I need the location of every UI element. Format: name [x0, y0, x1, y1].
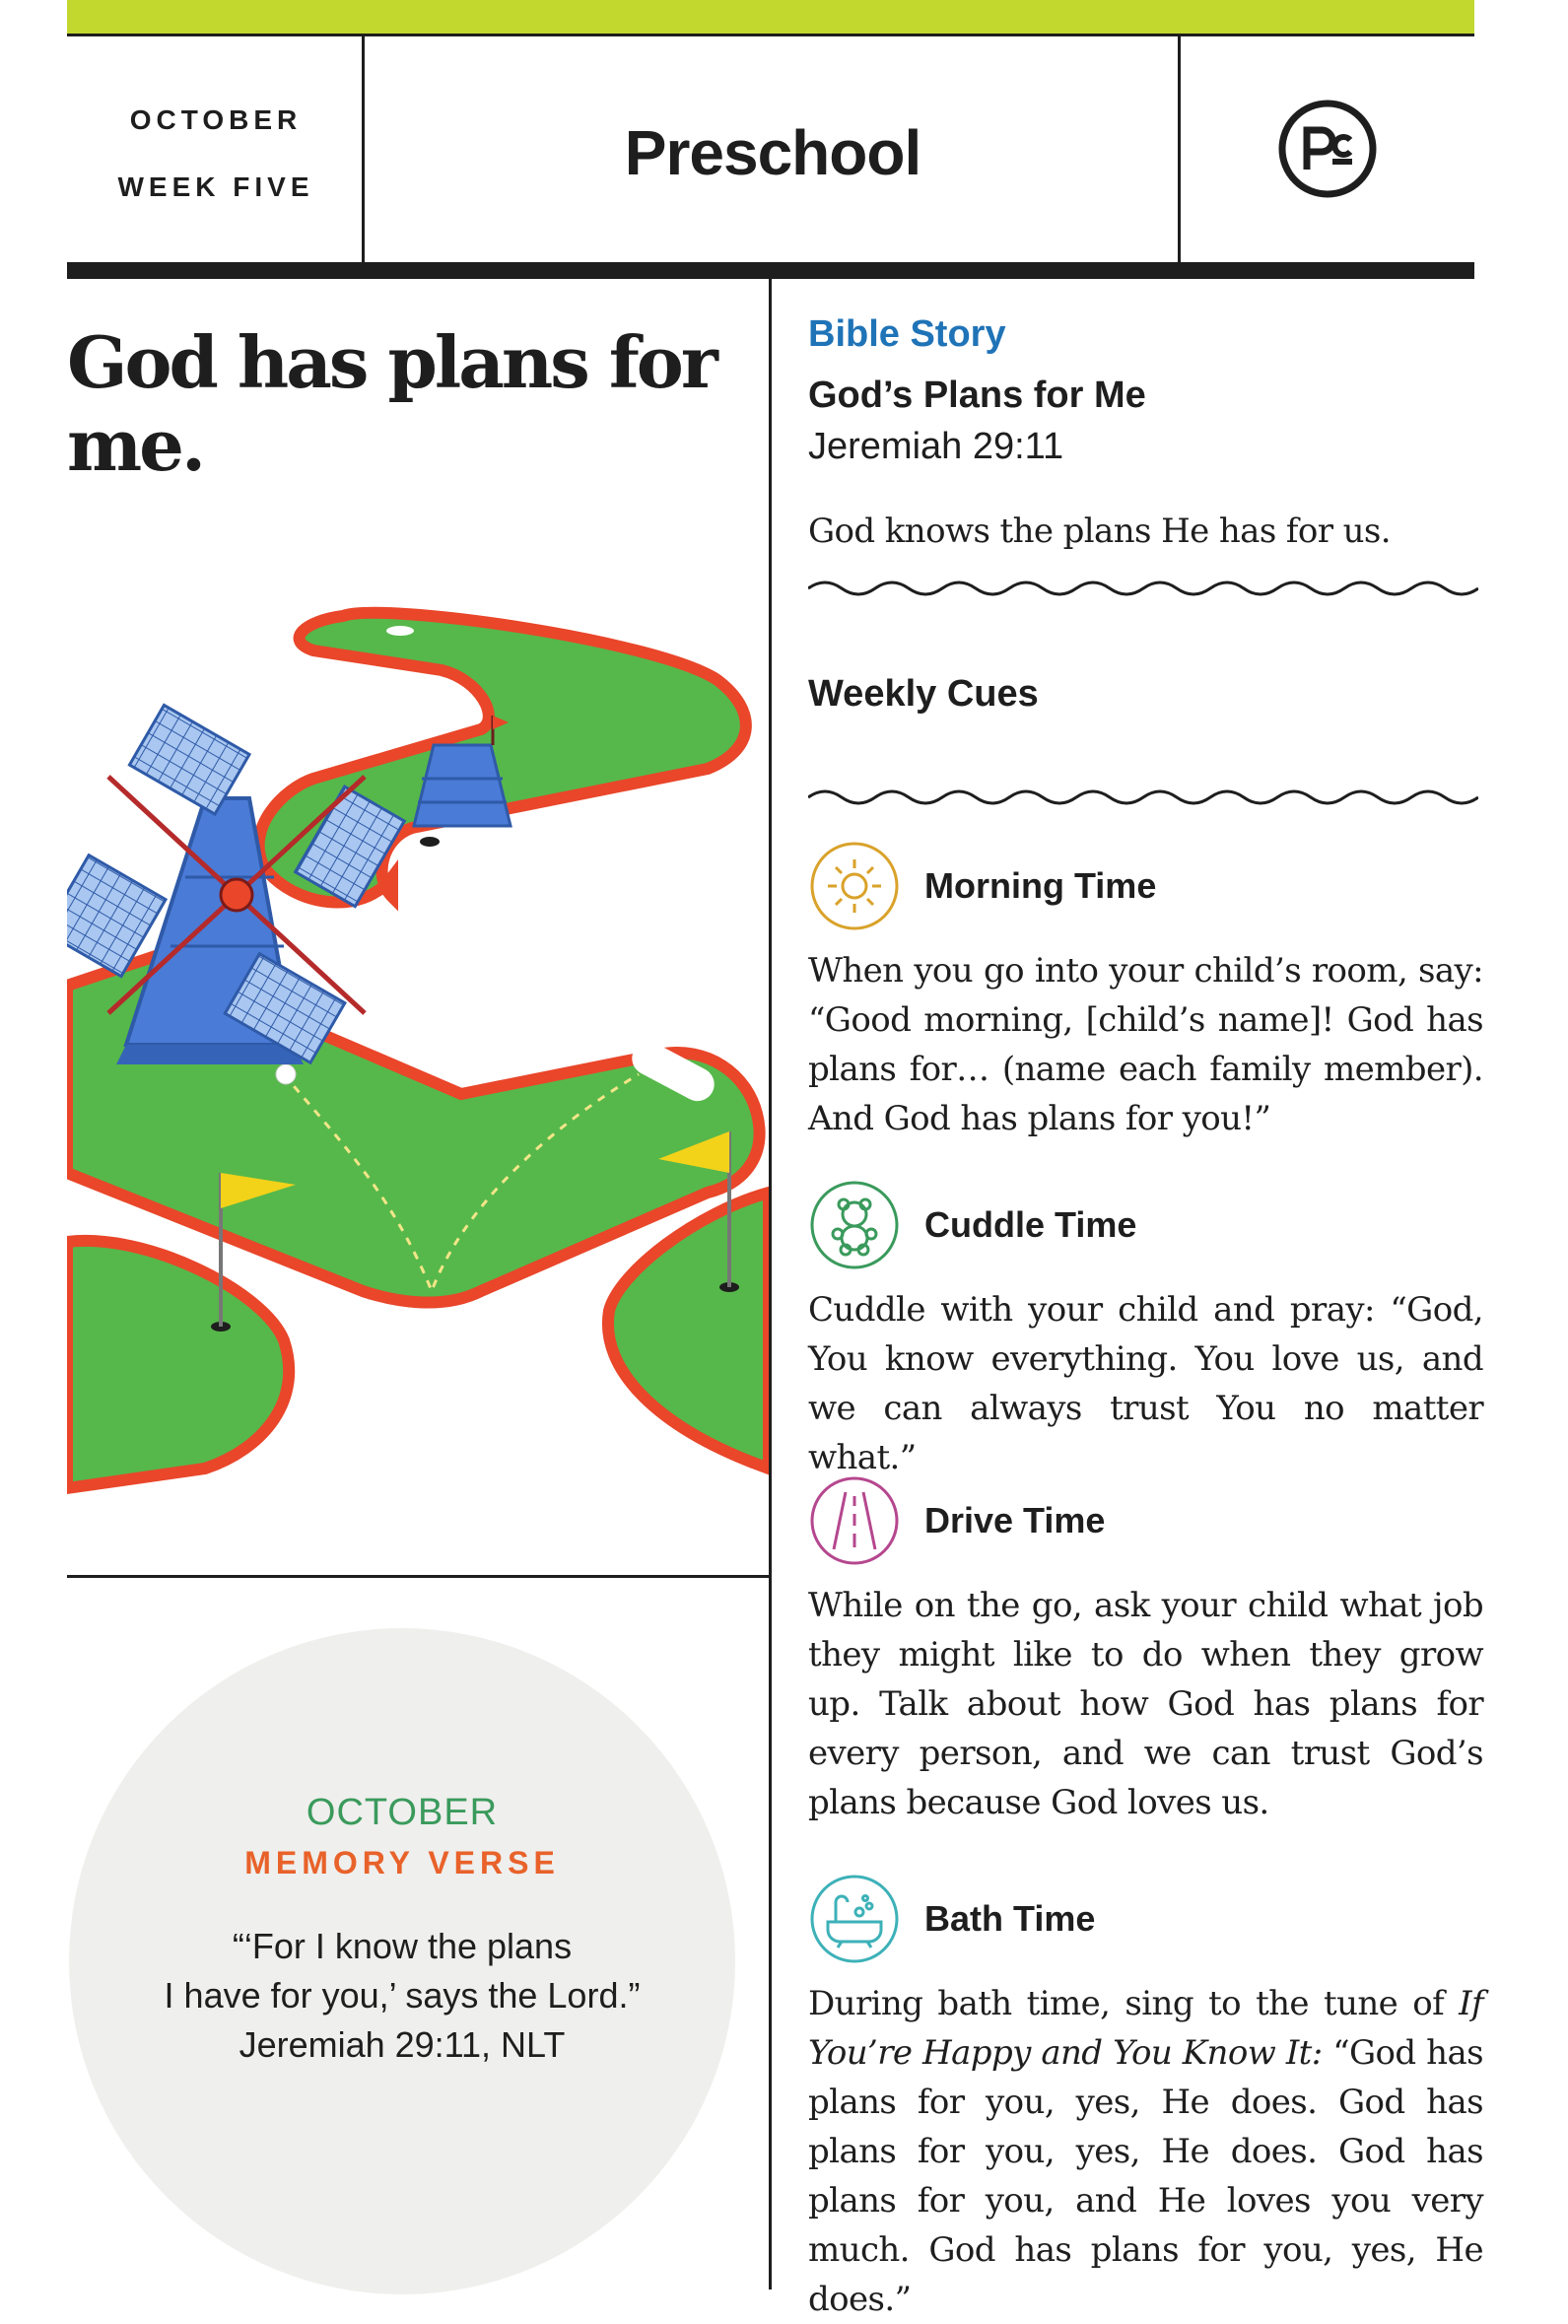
cue-text-bath-intro: During bath time, sing to the tune of	[808, 1984, 1460, 2023]
page-headline: God has plans for me.	[67, 320, 716, 487]
mini-golf-illustration	[67, 581, 769, 1557]
memory-verse-label: MEMORY VERSE	[244, 1845, 560, 1880]
cue-text-bath-lyrics: “God has plans for you, yes, He does. God has plans for you, yes, He does. God has plans for you, and He loves you very much. God has plans for you, yes, He does.”	[808, 2033, 1483, 2319]
cue-text-drive: While on the go, ask your child what job they might like to do when they grow up. Talk about how God has plans for every person, and we can trust God’s plans because God loves us.	[808, 1586, 1483, 1822]
sun-icon	[808, 840, 901, 932]
bible-story-title: God’s Plans for Me	[808, 375, 1146, 416]
cue-title-morning: Morning Time	[924, 865, 1157, 906]
left-column-rule	[67, 1575, 771, 1578]
cue-text-bath-song: If You’re Happy and You Know It:	[808, 1984, 1483, 2073]
memory-verse-line-1: “‘For I know the plans	[232, 1926, 573, 1966]
memory-verse-line-2: I have for you,’ says the Lord.”	[164, 1975, 641, 2016]
road-icon	[808, 1474, 901, 1567]
bible-story-summary: God knows the plans He has for us.	[808, 512, 1391, 551]
header-divider-left	[362, 34, 365, 266]
cue-title-bath: Bath Time	[924, 1898, 1096, 1939]
cue-title-drive: Drive Time	[924, 1500, 1106, 1540]
header-week: WEEK FIVE	[117, 171, 314, 202]
cue-text-bath	[808, 1979, 1483, 2324]
memory-verse-month: OCTOBER	[306, 1792, 499, 1833]
pc-logo-icon	[1277, 99, 1378, 199]
bible-story-reference: Jeremiah 29:11	[808, 426, 1064, 467]
bible-story-label: Bible Story	[808, 313, 1006, 355]
page-title: Preschool	[624, 117, 921, 188]
header-bottom-rule	[67, 262, 1474, 279]
wavy-divider	[808, 576, 1478, 601]
cue-text-cuddle: Cuddle with your child and pray: “God, You know everything. You love us, and we can always trust You no matter what.”	[808, 1290, 1483, 1477]
wavy-divider	[808, 785, 1478, 810]
cue-title-cuddle: Cuddle Time	[924, 1204, 1137, 1245]
weekly-cues-label: Weekly Cues	[808, 673, 1039, 715]
header-month: OCTOBER	[129, 104, 303, 135]
column-separator	[769, 279, 772, 2290]
memory-verse-reference: Jeremiah 29:11, NLT	[239, 2024, 566, 2065]
top-accent-bar	[67, 0, 1474, 35]
teddy-bear-icon	[808, 1179, 901, 1271]
bathtub-icon	[808, 1873, 901, 1965]
header-top-rule	[67, 34, 1474, 36]
cue-text-morning: When you go into your child’s room, say: “Good morning, [child’s name]! God has plans for… (name each family member). And God has plans for you!”	[808, 951, 1483, 1138]
